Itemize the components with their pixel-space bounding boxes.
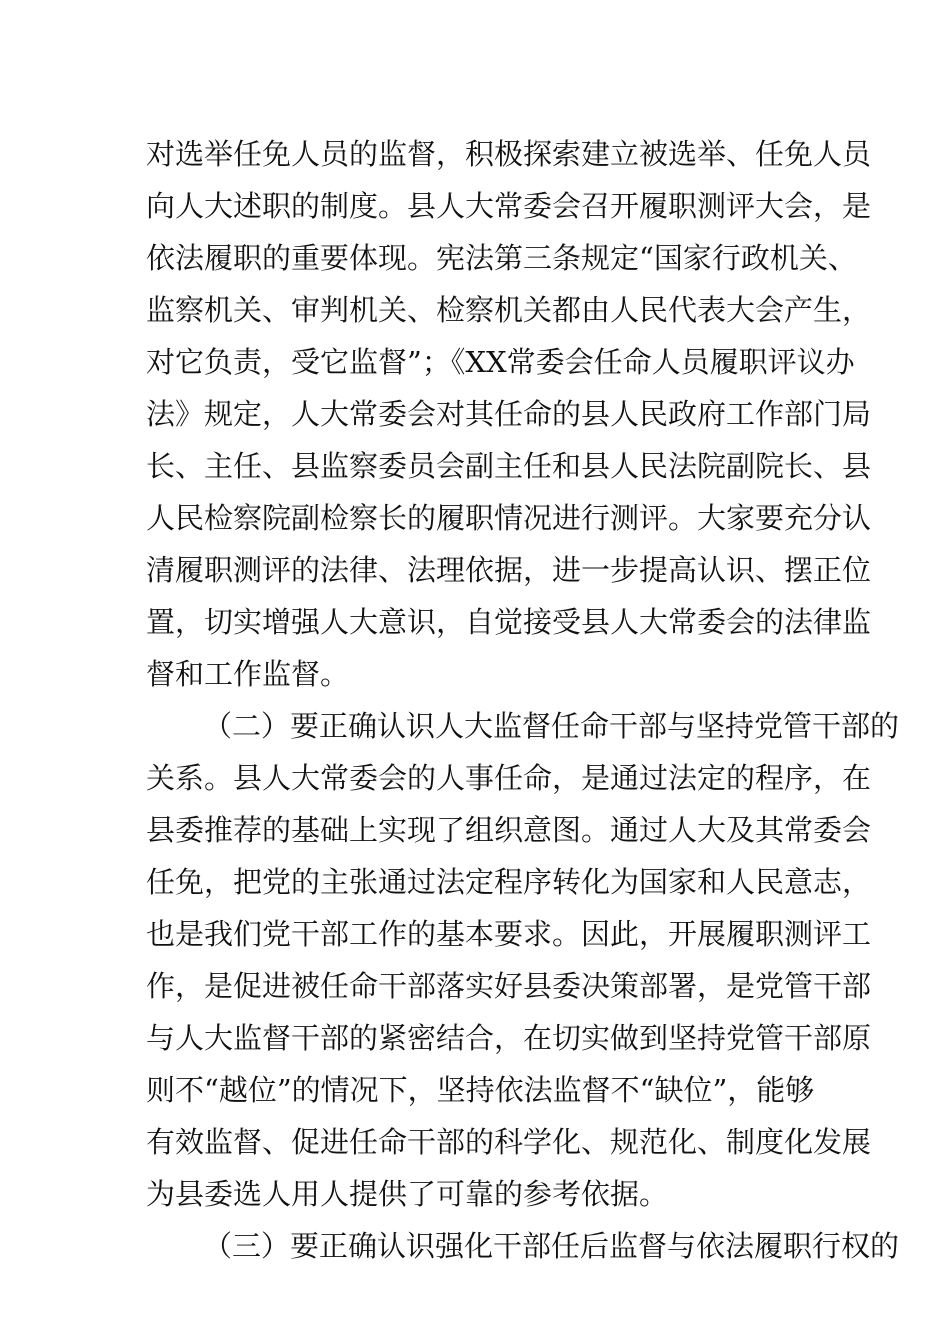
text-line: 则不“越位”的情况下，坚持依法监督不“缺位”，能够 — [146, 1073, 815, 1107]
text-line: 依法履职的重要体现。宪法第三条规定“国家行政机关、 — [146, 241, 857, 275]
text-line: 也是我们党干部工作的基本要求。因此，开展履职测评工 — [146, 917, 872, 951]
text-line: 置，切实增强人大意识，自觉接受县人大常委会的法律监 — [146, 605, 872, 639]
text-line: 为县委选人用人提供了可靠的参考依据。 — [146, 1177, 669, 1211]
text-line: 人民检察院副检察长的履职情况进行测评。大家要充分认 — [146, 501, 872, 535]
text-line: 县委推荐的基础上实现了组织意图。通过人大及其常委会 — [146, 813, 872, 847]
text-line: 对选举任免人员的监督，积极探索建立被选举、任免人员 — [146, 137, 872, 171]
paragraph-heading-3: （三）要正确认识强化干部任后监督与依法履职行权的 — [203, 1229, 900, 1263]
text-line: 与人大监督干部的紧密结合，在切实做到坚持党管干部原 — [146, 1021, 872, 1055]
text-line: 向人大述职的制度。县人大常委会召开履职测评大会，是 — [146, 189, 872, 223]
text-line: 监察机关、审判机关、检察机关都由人民代表大会产生， — [146, 293, 872, 327]
text-line: 督和工作监督。 — [146, 657, 350, 691]
paragraph-heading-2: （二）要正确认识人大监督任命干部与坚持党管干部的 — [203, 709, 900, 743]
text-line: 作，是促进被任命干部落实好县委决策部署，是党管干部 — [146, 969, 872, 1003]
text-line: 长、主任、县监察委员会副主任和县人民法院副院长、县 — [146, 449, 872, 483]
text-line: 有效监督、促进任命干部的科学化、规范化、制度化发展 — [146, 1125, 872, 1159]
text-line: 清履职测评的法律、法理依据，进一步提高认识、摆正位 — [146, 553, 872, 587]
text-line: 对它负责，受它监督”；《XX常委会任命人员履职评议办 — [146, 345, 855, 379]
text-line: 任免，把党的主张通过法定程序转化为国家和人民意志， — [146, 865, 872, 899]
text-line: 法》规定，人大常委会对其任命的县人民政府工作部门局 — [146, 397, 872, 431]
text-line: 关系。县人大常委会的人事任命，是通过法定的程序，在 — [146, 761, 872, 795]
